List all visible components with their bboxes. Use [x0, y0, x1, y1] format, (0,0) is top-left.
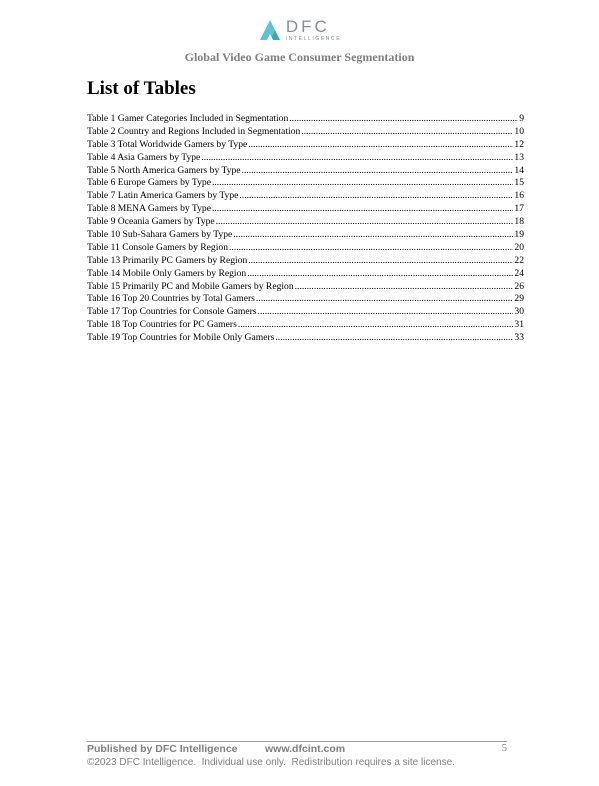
- toc-entry-label: Table 15 Primarily PC and Mobile Gamers by Region: [87, 280, 294, 292]
- toc-entry[interactable]: [87, 126, 524, 139]
- toc-entry-page-number: 15: [514, 177, 524, 189]
- document-title: Global Video Game Consumer Segmentation: [184, 50, 415, 64]
- toc-entry-label: Table 13 Primarily PC Gamers by Region: [87, 254, 248, 266]
- toc-entry[interactable]: [87, 177, 524, 190]
- toc-dot-leader: [216, 216, 514, 227]
- toc-dot-leader: [238, 319, 514, 330]
- toc-entry-page-number: 24: [514, 267, 524, 279]
- footer-publisher: Published by DFC Intelligence: [87, 743, 238, 755]
- toc-entry-label: Table 6 Europe Gamers by Type: [87, 177, 211, 189]
- toc-entry-label: Table 19 Top Countries for Mobile Only Gamers: [87, 332, 275, 344]
- logo-subtitle: INTELLIGENCE: [285, 36, 342, 42]
- toc-entry-page-number: 10: [514, 125, 524, 137]
- toc-entry-label: Table 8 MENA Gamers by Type: [87, 203, 211, 215]
- toc-entry-page-number: 22: [514, 254, 524, 266]
- toc-entry[interactable]: [87, 139, 524, 152]
- toc-entry-label: Table 1 Gamer Categories Included in Segmentation: [87, 113, 289, 124]
- toc-dot-leader: [248, 255, 513, 266]
- toc-entry[interactable]: [87, 319, 524, 332]
- toc-entry-page-number: 13: [514, 151, 524, 163]
- toc-dot-leader: [239, 190, 513, 201]
- toc-dot-leader: [256, 293, 514, 304]
- toc-entry[interactable]: [87, 203, 524, 216]
- toc-dot-leader: [301, 126, 513, 137]
- toc-entry[interactable]: [87, 229, 524, 242]
- toc-entry-page-number: 31: [514, 319, 524, 331]
- toc-entry-page-number: 29: [514, 293, 524, 305]
- toc-entry-label: Table 4 Asia Gamers by Type: [87, 151, 201, 163]
- dfc-triangle-logo-icon: [258, 18, 282, 42]
- toc-entry[interactable]: [87, 281, 524, 294]
- logo-group: [258, 18, 341, 42]
- toc-entry-page-number: 17: [514, 203, 524, 215]
- header-logo: [0, 16, 599, 44]
- toc-entry-page-number: 33: [514, 332, 524, 344]
- toc-entry[interactable]: [87, 293, 524, 306]
- toc-dot-leader: [212, 177, 513, 188]
- toc-entry-page-number: 19: [514, 229, 524, 241]
- toc-entry-label: Table 3 Total Worldwide Gamers by Type: [87, 138, 248, 150]
- toc-entry[interactable]: [87, 152, 524, 165]
- toc-dot-leader: [295, 281, 514, 292]
- footer-top-line: [87, 743, 507, 757]
- toc-dot-leader: [212, 203, 513, 214]
- toc-entry-label: Table 9 Oceania Gamers by Type: [87, 216, 215, 228]
- toc-entry-page-number: 20: [514, 241, 524, 253]
- list-of-tables-heading: List of Tables: [87, 78, 196, 99]
- toc-entry[interactable]: [87, 255, 524, 268]
- toc-dot-leader: [258, 306, 514, 317]
- toc-entry-label: Table 5 North America Gamers by Type: [87, 164, 241, 176]
- toc-entry-label: Table 11 Console Gamers by Region: [87, 241, 228, 253]
- toc-dot-leader: [275, 332, 513, 343]
- toc-dot-leader: [289, 113, 518, 124]
- toc-entry-page-number: 26: [514, 280, 524, 292]
- logo-wordmark-text: DFC: [285, 17, 330, 36]
- logo-wordmark: [286, 18, 341, 42]
- footer-copyright: ©2023 DFC Intelligence. Individual use only. Redistribution requires a site license.: [87, 757, 455, 768]
- toc-entry-page-number: 12: [514, 138, 524, 150]
- toc-entry-page-number: 30: [514, 306, 524, 318]
- toc-entry[interactable]: [87, 190, 524, 203]
- toc-entry[interactable]: [87, 216, 524, 229]
- toc-dot-leader: [229, 242, 513, 253]
- toc-dot-leader: [233, 229, 513, 240]
- toc-entry[interactable]: [87, 306, 524, 319]
- toc-entry-label: Table 7 Latin America Gamers by Type: [87, 190, 239, 202]
- toc-entry[interactable]: [87, 165, 524, 178]
- toc-entry-label: Table 10 Sub-Sahara Gamers by Type: [87, 229, 233, 241]
- toc-entry-label: Table 17 Top Countries for Console Gamers: [87, 306, 257, 318]
- toc-entry-page-number: 14: [514, 164, 524, 176]
- toc-entry-label: Table 2 Country and Regions Included in Segmentation: [87, 125, 301, 137]
- footer-website-link[interactable]: www.dfcint.com: [265, 743, 346, 755]
- toc-dot-leader: [247, 268, 513, 279]
- toc-entry[interactable]: [87, 332, 524, 345]
- toc-entry[interactable]: [87, 268, 524, 281]
- toc-entry-label: Table 18 Top Countries for PC Gamers: [87, 319, 237, 331]
- toc-entry-page-number: 9: [519, 113, 524, 124]
- footer-divider: [87, 741, 507, 742]
- toc-entry-page-number: 16: [514, 190, 524, 202]
- toc-dot-leader: [201, 152, 513, 163]
- page-number: 5: [501, 743, 507, 754]
- toc-entry-label: Table 14 Mobile Only Gamers by Region: [87, 267, 247, 279]
- toc-entry[interactable]: [87, 113, 524, 126]
- toc-dot-leader: [242, 165, 514, 176]
- table-of-contents-list: [87, 113, 524, 345]
- toc-dot-leader: [248, 139, 513, 150]
- toc-entry-page-number: 18: [514, 216, 524, 228]
- toc-entry-label: Table 16 Top 20 Countries by Total Gamers: [87, 293, 255, 305]
- toc-entry[interactable]: [87, 242, 524, 255]
